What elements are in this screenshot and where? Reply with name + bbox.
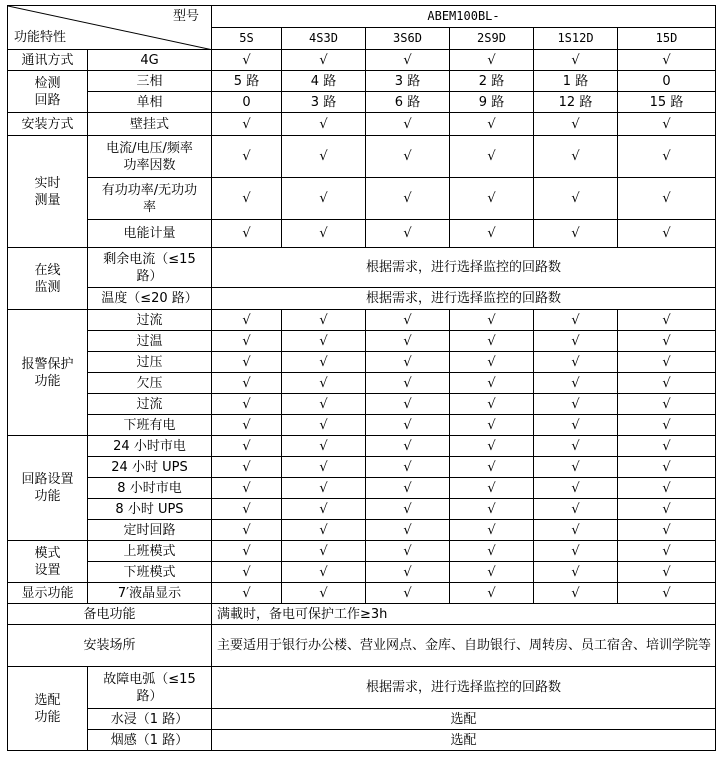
item-label: 温度（≤20 路） [88,288,212,310]
check-mark: √ [618,331,716,352]
model-label: 型号 [172,9,199,24]
check-mark: √ [212,50,282,71]
spec-table [7,5,716,751]
check-mark: √ [450,178,534,220]
check-mark: √ [212,457,282,478]
model-column-header: 3S6D [366,28,450,50]
item-label: 定时回路 [88,520,212,541]
value-cell: 4 路 [282,71,366,92]
table-row [8,583,716,604]
table-row [8,288,716,310]
check-mark: √ [212,136,282,178]
table-row [8,625,716,667]
check-mark: √ [282,436,366,457]
check-mark: √ [282,352,366,373]
check-mark: √ [212,310,282,331]
check-mark: √ [282,310,366,331]
section-label: 安装场所 [8,625,212,667]
check-mark: √ [618,499,716,520]
check-mark: √ [618,436,716,457]
check-mark: √ [450,331,534,352]
table-row [8,457,716,478]
table-row [8,541,716,562]
item-label: 电能计量 [88,220,212,248]
table-row [8,667,716,709]
table-row [8,604,716,625]
check-mark: √ [534,562,618,583]
check-mark: √ [534,113,618,136]
check-mark: √ [212,220,282,248]
check-mark: √ [534,541,618,562]
table-row [8,71,716,92]
table-row [8,352,716,373]
item-label: 欠压 [88,373,212,394]
check-mark: √ [366,373,450,394]
item-label: 壁挂式 [88,113,212,136]
table-row [8,50,716,71]
check-mark: √ [282,562,366,583]
value-cell: 2 路 [450,71,534,92]
check-mark: √ [534,220,618,248]
check-mark: √ [366,478,450,499]
check-mark: √ [450,541,534,562]
check-mark: √ [282,178,366,220]
merged-note: 根据需求，进行选择监控的回路数 [212,288,716,310]
value-cell: 6 路 [366,92,450,113]
item-label: 24 小时 UPS [88,457,212,478]
table-row [8,436,716,457]
value-cell: 3 路 [366,71,450,92]
table-row [8,730,716,751]
check-mark: √ [450,136,534,178]
check-mark: √ [534,373,618,394]
item-label: 故障电弧（≤15 路） [88,667,212,709]
group-label: 安装方式 [8,113,88,136]
item-label: 4G [88,50,212,71]
table-row [8,709,716,730]
check-mark: √ [212,478,282,499]
check-mark: √ [212,436,282,457]
value-cell: 1 路 [534,71,618,92]
check-mark: √ [282,499,366,520]
check-mark: √ [366,113,450,136]
group-label: 显示功能 [8,583,88,604]
check-mark: √ [212,520,282,541]
item-label: 下班模式 [88,562,212,583]
model-column-header: 1S12D [534,28,618,50]
item-label: 单相 [88,92,212,113]
spec-table-container [7,5,716,751]
check-mark: √ [534,457,618,478]
check-mark: √ [366,220,450,248]
check-mark: √ [534,520,618,541]
table-row [8,562,716,583]
check-mark: √ [618,373,716,394]
model-column-header: 2S9D [450,28,534,50]
item-label: 24 小时市电 [88,436,212,457]
check-mark: √ [366,520,450,541]
table-row [8,415,716,436]
check-mark: √ [366,352,450,373]
check-mark: √ [534,310,618,331]
table-row [8,520,716,541]
check-mark: √ [282,113,366,136]
value-cell: 0 [618,71,716,92]
check-mark: √ [212,178,282,220]
merged-note: 选配 [212,709,716,730]
check-mark: √ [282,394,366,415]
feature-label: 功能特性 [14,30,67,45]
check-mark: √ [212,373,282,394]
check-mark: √ [534,583,618,604]
check-mark: √ [282,541,366,562]
table-row [8,113,716,136]
check-mark: √ [212,113,282,136]
model-column-header: 4S3D [282,28,366,50]
merged-note: 选配 [212,730,716,751]
value-cell: 9 路 [450,92,534,113]
item-label: 过温 [88,331,212,352]
check-mark: √ [282,415,366,436]
item-label: 过压 [88,352,212,373]
check-mark: √ [450,499,534,520]
check-mark: √ [534,394,618,415]
check-mark: √ [366,394,450,415]
table-row [8,499,716,520]
check-mark: √ [534,499,618,520]
table-row [8,178,716,220]
item-label: 三相 [88,71,212,92]
item-label: 有功功率/无功功 率 [88,178,212,220]
check-mark: √ [450,415,534,436]
check-mark: √ [212,415,282,436]
check-mark: √ [618,562,716,583]
item-label: 7′液晶显示 [88,583,212,604]
check-mark: √ [618,352,716,373]
group-label: 在线 监测 [8,248,88,310]
model-column-header: 15D [618,28,716,50]
table-row [8,6,716,28]
value-cell: 0 [212,92,282,113]
check-mark: √ [212,352,282,373]
check-mark: √ [450,373,534,394]
table-row [8,136,716,178]
item-label: 过流 [88,394,212,415]
table-row [8,92,716,113]
check-mark: √ [450,352,534,373]
check-mark: √ [366,310,450,331]
check-mark: √ [366,499,450,520]
check-mark: √ [618,136,716,178]
check-mark: √ [618,583,716,604]
check-mark: √ [450,394,534,415]
table-row [8,248,716,288]
merged-note: 根据需求，进行选择监控的回路数 [212,248,716,288]
check-mark: √ [534,352,618,373]
check-mark: √ [212,331,282,352]
item-label: 过流 [88,310,212,331]
check-mark: √ [618,310,716,331]
check-mark: √ [366,562,450,583]
check-mark: √ [534,50,618,71]
check-mark: √ [366,457,450,478]
value-cell: 5 路 [212,71,282,92]
check-mark: √ [366,136,450,178]
check-mark: √ [450,583,534,604]
check-mark: √ [450,50,534,71]
check-mark: √ [450,562,534,583]
item-label: 8 小时市电 [88,478,212,499]
item-label: 电流/电压/频率 功率因数 [88,136,212,178]
check-mark: √ [282,136,366,178]
header-diagonal-cell [8,6,212,50]
check-mark: √ [212,499,282,520]
section-text: 满載时，备电可保护工作≥3h [212,604,716,625]
item-label: 烟感（1 路） [88,730,212,751]
check-mark: √ [366,50,450,71]
check-mark: √ [618,113,716,136]
group-label: 回路设置 功能 [8,436,88,541]
check-mark: √ [282,331,366,352]
check-mark: √ [618,520,716,541]
check-mark: √ [282,457,366,478]
check-mark: √ [450,478,534,499]
section-label: 备电功能 [8,604,212,625]
group-label: 检测 回路 [8,71,88,113]
check-mark: √ [282,478,366,499]
check-mark: √ [450,457,534,478]
check-mark: √ [534,415,618,436]
check-mark: √ [534,436,618,457]
check-mark: √ [618,394,716,415]
check-mark: √ [450,310,534,331]
check-mark: √ [282,373,366,394]
check-mark: √ [212,583,282,604]
model-prefix: ABEM100BL- [212,6,716,28]
check-mark: √ [282,520,366,541]
item-label: 剩余电流（≤15 路） [88,248,212,288]
check-mark: √ [450,436,534,457]
check-mark: √ [534,331,618,352]
value-cell: 15 路 [618,92,716,113]
check-mark: √ [212,562,282,583]
check-mark: √ [618,415,716,436]
check-mark: √ [618,478,716,499]
check-mark: √ [618,457,716,478]
table-row [8,478,716,499]
check-mark: √ [534,178,618,220]
table-row [8,310,716,331]
table-row [8,331,716,352]
check-mark: √ [366,436,450,457]
check-mark: √ [366,178,450,220]
section-text: 主要适用于银行办公楼、营业网点、金库、自助银行、周转房、员工宿舍、培训学院等 [212,625,716,667]
table-row [8,394,716,415]
check-mark: √ [212,394,282,415]
item-label: 水浸（1 路） [88,709,212,730]
value-cell: 12 路 [534,92,618,113]
group-label: 报警保护 功能 [8,310,88,436]
check-mark: √ [282,583,366,604]
check-mark: √ [618,220,716,248]
check-mark: √ [366,331,450,352]
check-mark: √ [366,541,450,562]
check-mark: √ [366,415,450,436]
model-column-header: 5S [212,28,282,50]
item-label: 下班有电 [88,415,212,436]
check-mark: √ [450,520,534,541]
check-mark: √ [212,541,282,562]
table-row [8,220,716,248]
group-label: 通讯方式 [8,50,88,71]
group-label: 实时 测量 [8,136,88,248]
item-label: 上班模式 [88,541,212,562]
check-mark: √ [366,583,450,604]
check-mark: √ [282,220,366,248]
check-mark: √ [618,541,716,562]
check-mark: √ [534,478,618,499]
value-cell: 3 路 [282,92,366,113]
check-mark: √ [618,178,716,220]
check-mark: √ [282,50,366,71]
check-mark: √ [618,50,716,71]
merged-note: 根据需求，进行选择监控的回路数 [212,667,716,709]
check-mark: √ [534,136,618,178]
group-label: 模式 设置 [8,541,88,583]
item-label: 8 小时 UPS [88,499,212,520]
group-label: 选配 功能 [8,667,88,751]
check-mark: √ [450,113,534,136]
check-mark: √ [450,220,534,248]
table-row [8,373,716,394]
